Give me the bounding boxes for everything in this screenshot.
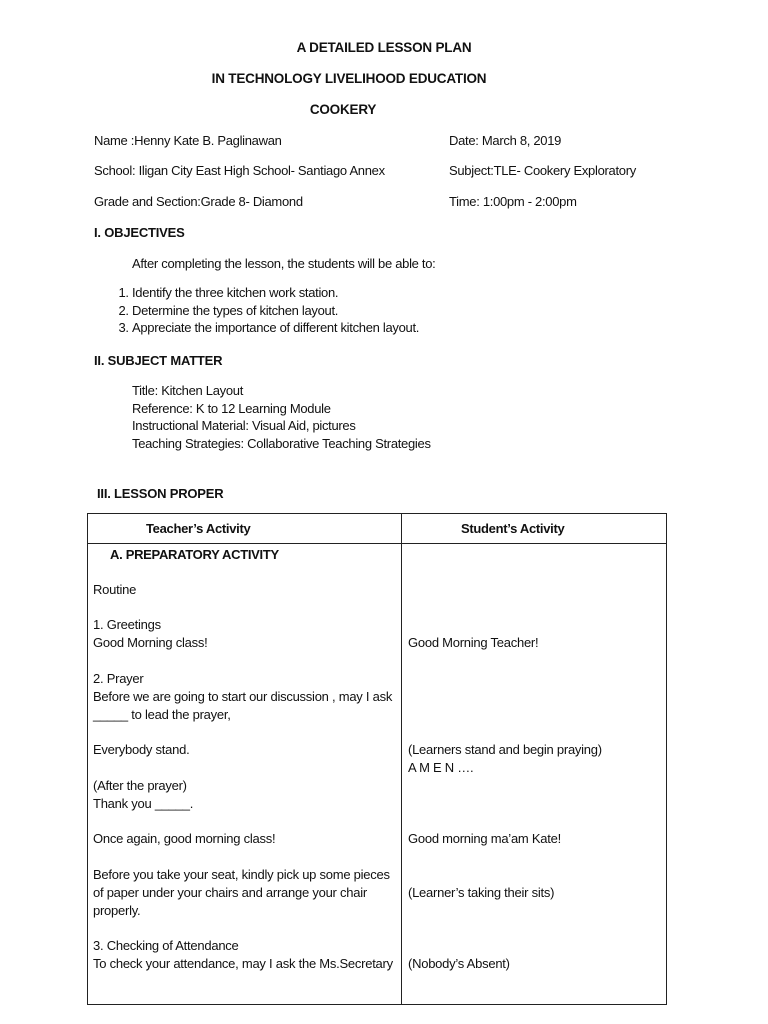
objective-item: 2. Determine the types of kitchen layout. [132, 302, 419, 320]
table-header-row [88, 514, 667, 544]
attendance-instruction: To check your attendance, may I ask the Ms.Secretary [93, 956, 393, 971]
student-attendance: (Nobody’s Absent) [408, 956, 510, 971]
teacher-activity-cell [88, 544, 402, 1005]
subject-title: Title: Kitchen Layout [132, 383, 244, 398]
second-greeting: Once again, good morning class! [93, 831, 276, 846]
seat-instruction-1: Before you take your seat, kindly pick up some pieces [93, 867, 390, 882]
preparatory-activity-heading: A. PREPARATORY ACTIVITY [110, 547, 279, 562]
objectives-heading: I. OBJECTIVES [94, 225, 185, 240]
lesson-date: Date: March 8, 2019 [449, 133, 562, 148]
subject-reference: Reference: K to 12 Learning Module [132, 400, 331, 416]
student-activity-cell [402, 544, 667, 1005]
stand-instruction: Everybody stand. [93, 742, 190, 757]
school-name: School: Iligan City East High School- Santiago Annex [94, 163, 385, 178]
document-title: A DETAILED LESSON PLAN [296, 40, 472, 55]
student-amen: A M E N …. [408, 760, 474, 775]
routine-label: Routine [93, 582, 137, 597]
seat-instruction-2: of paper under your chairs and arrange your chair [93, 885, 367, 900]
grade-section: Grade and Section:Grade 8- Diamond [94, 194, 303, 209]
objective-item: 3. Appreciate the importance of different kitchen layout. [132, 319, 419, 337]
greetings-label: 1. Greetings [93, 617, 161, 632]
subject-strategies: Teaching Strategies: Collaborative Teaching Strategies [132, 435, 431, 451]
document-course: COOKERY [309, 102, 377, 117]
subject-matter-details [132, 382, 431, 452]
attendance-label: 3. Checking of Attendance [93, 938, 239, 953]
objective-item: 1. Identify the three kitchen work station. [132, 284, 419, 302]
teacher-name: Name :Henny Kate B. Paglinawan [94, 133, 282, 148]
student-greeting: Good Morning Teacher! [408, 635, 539, 650]
lesson-activity-table [87, 513, 667, 1005]
objectives-intro: After completing the lesson, the students will be able to: [132, 256, 436, 271]
seat-instruction-3: properly. [93, 903, 141, 918]
student-second-greeting: Good morning ma’am Kate! [408, 831, 561, 846]
student-activity-header: Student’s Activity [402, 514, 667, 544]
thank-you-line: Thank you _____. [93, 796, 194, 811]
objectives-list [93, 284, 419, 337]
subject-name: Subject:TLE- Cookery Exploratory [449, 163, 636, 178]
student-praying: (Learners stand and begin praying) [408, 742, 602, 757]
subject-matter-heading: II. SUBJECT MATTER [94, 353, 223, 368]
student-taking-sits: (Learner’s taking their sits) [408, 885, 555, 900]
prayer-label: 2. Prayer [93, 671, 144, 686]
table-row [88, 544, 667, 1005]
lesson-proper-heading: III. LESSON PROPER [97, 486, 224, 501]
prayer-instruction-1: Before we are going to start our discussion , may I ask [93, 689, 393, 704]
teacher-activity-header: Teacher’s Activity [88, 514, 402, 544]
after-prayer-note: (After the prayer) [93, 778, 187, 793]
subject-material: Instructional Material: Visual Aid, pictures [132, 418, 356, 433]
lesson-time: Time: 1:00pm - 2:00pm [449, 194, 577, 209]
prayer-instruction-2: _____ to lead the prayer, [93, 707, 231, 722]
teacher-greeting: Good Morning class! [93, 635, 208, 650]
document-subtitle: IN TECHNOLOGY LIVELIHOOD EDUCATION [211, 71, 487, 86]
